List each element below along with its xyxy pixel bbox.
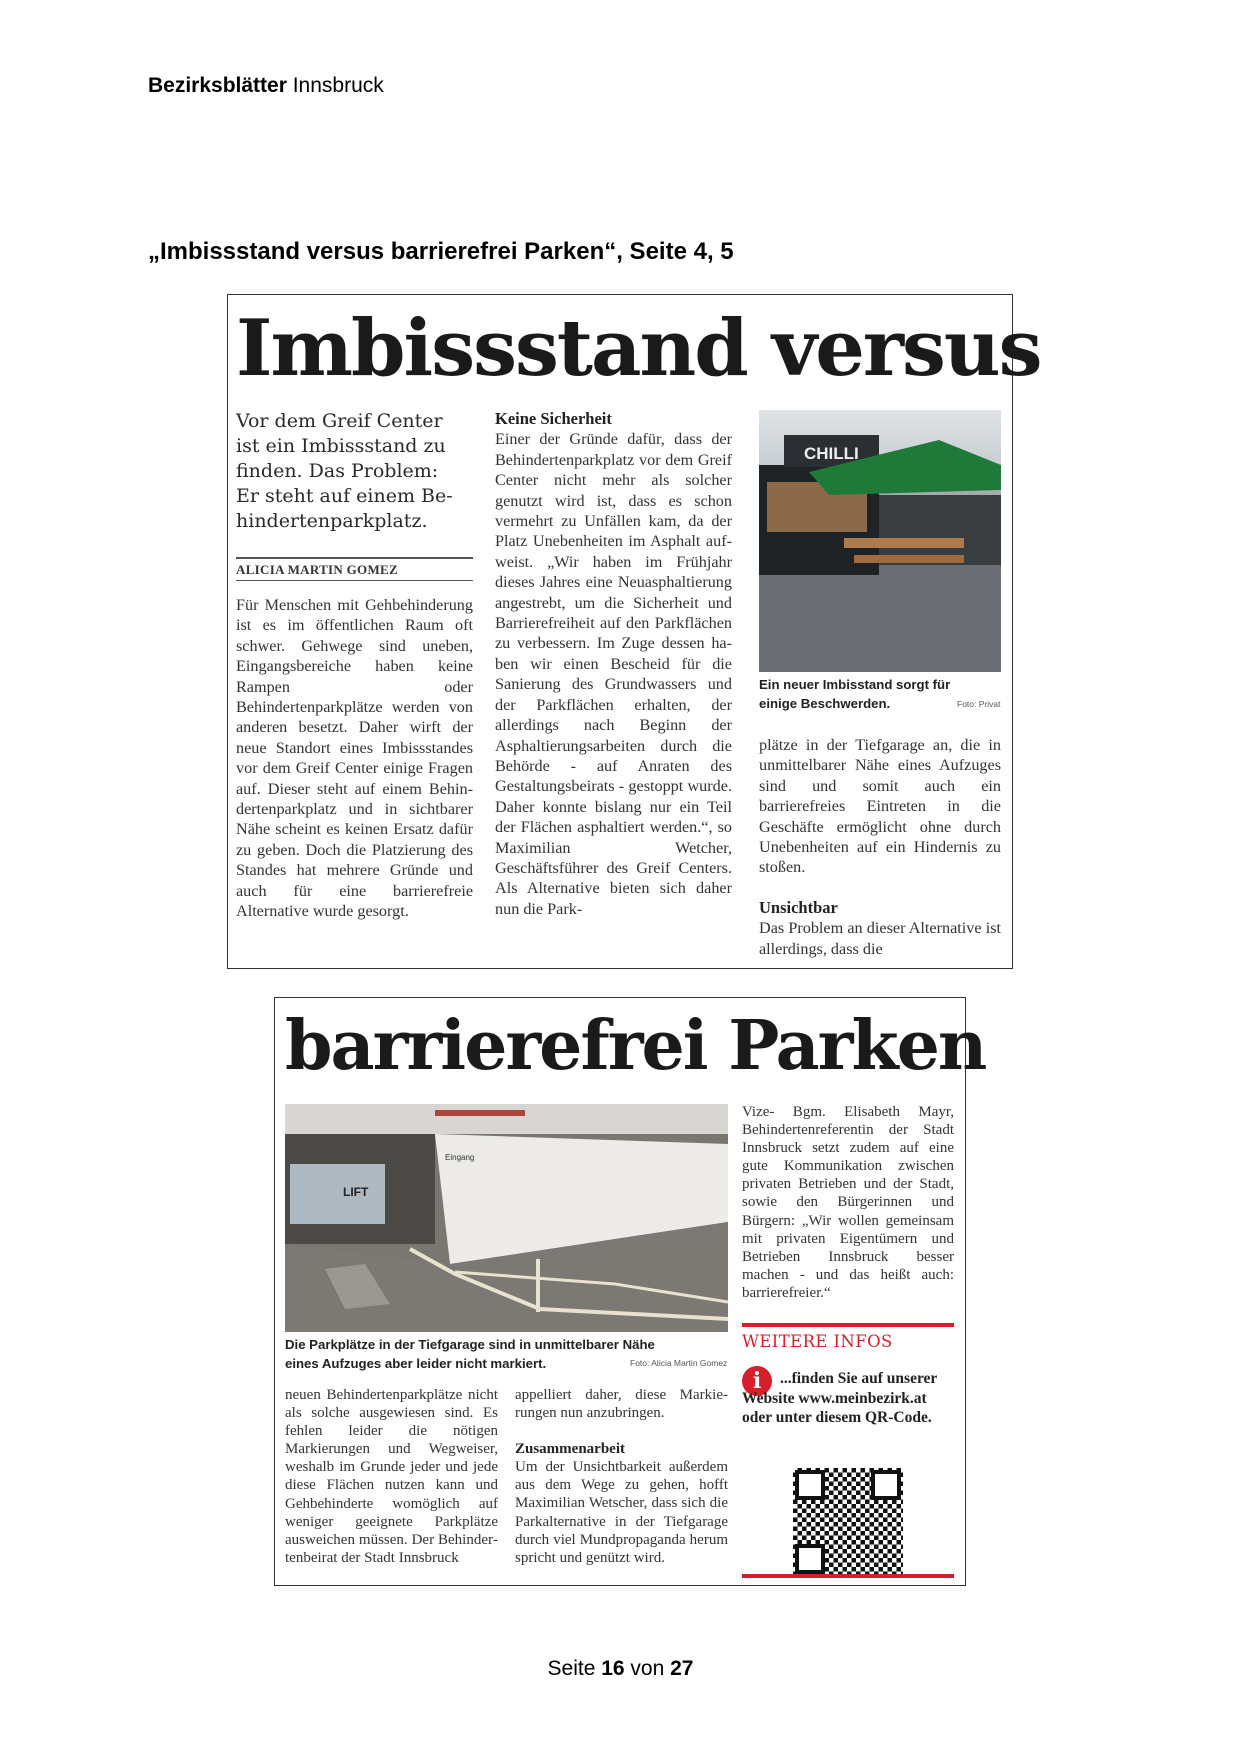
parking-garage-illustration xyxy=(285,1104,728,1332)
article-clipping-1 xyxy=(227,294,1041,969)
lift-sign: LIFT xyxy=(343,1185,369,1199)
current-page: 16 xyxy=(601,1657,625,1680)
bench-table xyxy=(844,538,964,548)
qr-code[interactable] xyxy=(793,1468,903,1576)
subheading-unsichtbar: Unsichtbar xyxy=(759,897,838,917)
footer-middle: von xyxy=(624,1657,671,1680)
column-1-part-2: neuen Behindertenparkplätze nicht als solche ausgewiesen sind. Es fehlen leider die nötigen Markierungen und Wegweiser, weshalb im Grunde jeder und jede diese Flächen nutzen kann und Gehbehinderte womöglich auf weniger geeignete Parkplätze ausweichen müssen. Der Behindertenbeirat der Stadt Innsbruck xyxy=(285,1387,498,1566)
info-divider xyxy=(742,1323,954,1327)
photo-credit-2: Foto: Alicia Martin Gomez xyxy=(630,1358,728,1368)
column-1: Für Menschen mit Gehbehinderung ist es im öffentlichen Raum oft schwer. Gehwege sind uneben, Eingangsbereiche haben keine Rampen oder Behindertenparkplätze werden von anderen besetzt. Daher wirft der neue Standort eines Imbissstandes vor dem Greif Center einige Fragen auf. Dieser steht auf einem Behindertenparkplatz und in sichtbarer Nähe scheint es keinen Ersatz dafür zu geben. Doch die Platzierung des Standes hat mehrere Gründe und auch für eine barrierefreie Alternative wurde gesorgt. xyxy=(236,596,473,921)
info-text: ...finden Sie auf unserer Website www.meinbezirk.at oder unter diesem QR-Code. xyxy=(742,1370,938,1426)
qr-finder-top-left xyxy=(795,1470,825,1500)
subheading-zusammenarbeit: Zusammenarbeit xyxy=(515,1441,625,1458)
page-header xyxy=(148,74,384,98)
photo-credit-1: Foto: Privat xyxy=(957,699,1001,709)
asphalt xyxy=(759,575,1001,672)
column-3-end: Das Problem an dieser Alternative ist allerdings, dass die xyxy=(759,919,1001,958)
column-3 xyxy=(759,735,1001,959)
imbiss-stand-illustration xyxy=(759,410,1001,672)
article-clipping-2 xyxy=(274,997,986,1586)
column-2 xyxy=(495,409,732,919)
subheading-keine-sicherheit: Keine Sicherheit xyxy=(495,409,612,428)
column-2-text: appelliert daher, diese Markierungen nun anzubringen. xyxy=(515,1387,728,1422)
section-title: „Imbissstand versus barrierefrei Parken“, Seite 4, 5 xyxy=(148,238,734,265)
info-heading: WEITERE INFOS xyxy=(742,1332,893,1351)
byline: ALICIA MARTIN GOMEZ xyxy=(236,557,473,581)
ceiling xyxy=(285,1104,728,1134)
total-pages: 27 xyxy=(670,1657,694,1680)
parking-garage-photo xyxy=(285,1104,728,1332)
footer-prefix: Seite xyxy=(547,1657,602,1680)
info-bottom-bar xyxy=(742,1574,954,1578)
ceiling-pipe xyxy=(435,1110,525,1116)
photo-caption-1: Ein neuer Imbisstand sorgt für einige Beschwerden. xyxy=(759,677,951,711)
column-2-text: Einer der Gründe dafür, dass der Behindertenparkplatz vor dem Greif Center nicht mehr als solcher genutzt wird ist, dass es schon vermehrt zu Unfällen kam, da der Platz Unebenheiten im Asphalt aufweist. „Wir haben im Frühjahr dieses Jahres eine Neuasphaltierung angestrebt, um die Sicherheit und Barrierefreiheit auf den Parkflächen zu verbessern. Im Zuge dessen haben wir einen Bescheid für die Sanierung des Grundwassers und der Parkflächen erhalten, der allerdings nach Beginn der Asphaltierungsarbeiten durch die Behörde - auf Anraten des Gestaltungsbeirats - gestoppt wurde. Daher konnte bislang nur ein Teil der Flächen asphaltiert werden.“, so Maximilian Wetcher, Geschäftsführer des Greif Centers. Als Alternative bieten sich daher nun die Park- xyxy=(495,430,732,918)
article-lead: Vor dem Greif Center ist ein Imbissstand zu finden. Das Problem: Er steht auf einem Behindertenparkplatz. xyxy=(236,410,453,532)
entrance-sign: Eingang xyxy=(445,1153,475,1162)
column-3-text: plätze in der Tiefgarage an, die in unmittelbarer Nähe eines Aufzuges sind und somit auch ein barrierefreies Eintreten in die Geschäfte ermöglicht ohne durch Unebenheiten auf ein Hindernis zu stoßen. xyxy=(759,736,1001,877)
imbiss-stand-photo xyxy=(759,410,1001,672)
info-icon: i xyxy=(742,1366,772,1396)
column-2-part-2 xyxy=(515,1386,728,1567)
glass-doors xyxy=(290,1164,385,1224)
page-footer xyxy=(0,1657,1241,1681)
publication-name: Bezirksblätter xyxy=(148,74,287,97)
background-vehicle xyxy=(879,495,1001,565)
column-3-part-2: Vize- Bgm. Elisabeth Mayr, Behindertenreferentin der Stadt Innsbruck setzt zudem auf eine gute Kommunikation zwischen privaten Betrieben und der Stadt, sowie den Bürgerinnen und Bürgern: „Wir wollen gemeinsam mit privaten Eigentümern und Betrieben Innsbruck besser machen - und das heißt auch: barrierefreier.“ xyxy=(742,1104,954,1301)
qr-finder-bottom-left xyxy=(795,1544,825,1574)
publication-region: Innsbruck xyxy=(286,74,384,97)
photo-caption-2: Die Parkplätze in der Tiefgarage sind in unmittelbarer Nähe eines Aufzuges aber leider nicht markiert. xyxy=(285,1337,655,1371)
headline-part-2: barrierefrei Parken xyxy=(285,1006,986,1086)
qr-finder-top-right xyxy=(871,1470,901,1500)
truck-sign-text: CHILLI xyxy=(804,444,859,463)
headline-part-1: Imbissstand versus xyxy=(236,303,1041,394)
bench xyxy=(854,555,964,563)
column-2-rest: Um der Unsichtbarkeit außerdem aus dem Wege zu gehen, hofft Maximilian Wetscher, dass sich die Parkalternative in der Tiefgarage durch viel Mundpropaganda herum spricht und genützt wird. xyxy=(515,1459,728,1566)
